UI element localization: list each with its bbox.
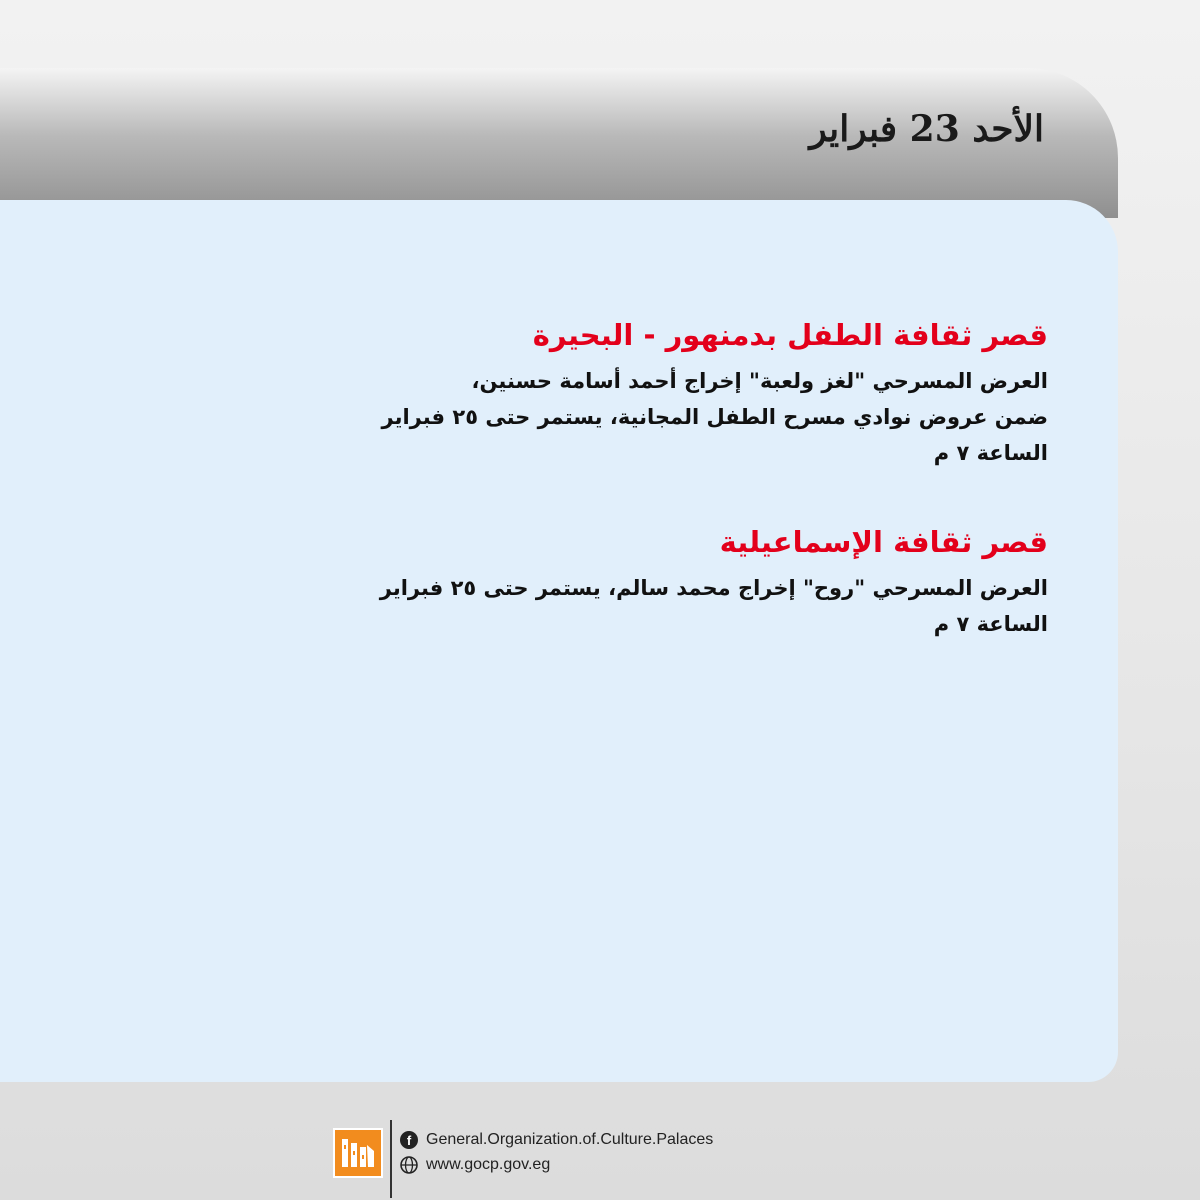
venue-title: قصر ثقافة الطفل بدمنهور - البحيرة [532,318,1048,352]
facebook-icon: f [400,1131,418,1149]
event-section [148,525,1048,642]
event-description: ضمن عروض نوادي مسرح الطفل المجانية، يستمر حتى ٢٥ فبراير [381,404,1048,429]
event-description: العرض المسرحي "لغز ولعبة" إخراج أحمد أسامة حسنين، [471,368,1048,393]
organization-logo [333,1128,383,1178]
facebook-text: General.Organization.of.Culture.Palaces [426,1131,714,1148]
event-time: الساعة ٧ م [933,611,1048,636]
website-text: www.gocp.gov.eg [426,1156,551,1173]
page-title: الأحد 23 فبراير [809,108,1044,150]
event-section [148,318,1048,471]
website-link[interactable] [400,1156,550,1174]
event-time: الساعة ٧ م [933,440,1048,465]
footer-divider [390,1120,392,1198]
logo-mark-icon [338,1133,378,1173]
venue-title: قصر ثقافة الإسماعيلية [719,525,1048,559]
event-description: العرض المسرحي "روح" إخراج محمد سالم، يستمر حتى ٢٥ فبراير [379,575,1048,600]
facebook-link[interactable] [400,1131,713,1149]
globe-icon [400,1156,418,1174]
